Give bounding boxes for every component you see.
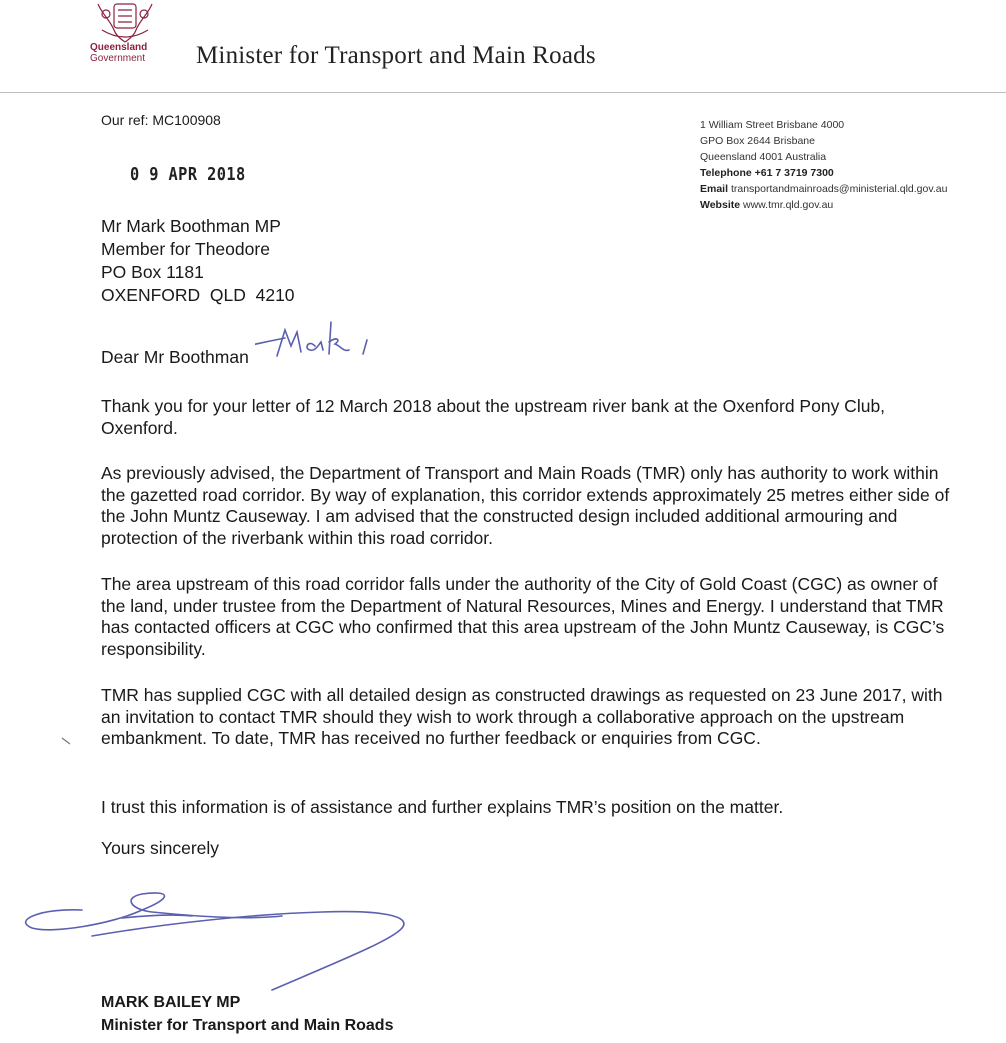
- queensland-crest-logo: [88, 0, 162, 44]
- telephone-value: +61 7 3719 7300: [754, 167, 834, 179]
- body-paragraph-3: The area upstream of this road corridor falls under the authority of the City of Gold Coast (CGC) as owner of the land, under trustee from the Department of Natural Resources, Mines and Energy. I understand that TMR has contacted officers at CGC who confirmed that this area upstream of the John Muntz Causeway, is CGC’s responsibility.: [101, 574, 945, 659]
- email-label: Email: [700, 183, 729, 195]
- contact-block: [700, 117, 947, 213]
- signature: [22, 880, 422, 995]
- email-line: [700, 181, 947, 197]
- letterhead-title: Minister for Transport and Main Roads: [196, 42, 596, 69]
- signer-name: MARK BAILEY MP: [101, 994, 241, 1011]
- our-reference: Our ref: MC100908: [101, 112, 221, 128]
- recipient-line4: OXENFORD QLD 4210: [101, 285, 295, 305]
- handwritten-name: [255, 312, 395, 372]
- website-value: www.tmr.qld.gov.au: [743, 199, 834, 211]
- body-paragraph-4: TMR has supplied CGC with all detailed design as constructed drawings as requested on 23 June 2017, with an invitation to contact TMR should they wish to work through a collaborative approach on the upstream embankment. To date, TMR has received no further feedback or enquiries from CGC.: [101, 685, 943, 748]
- gov-line1: Queensland: [90, 42, 148, 53]
- address-line3: Queensland 4001 Australia: [700, 151, 827, 163]
- header-divider: [0, 92, 1006, 93]
- address-line2: GPO Box 2644 Brisbane: [700, 135, 815, 147]
- recipient-line1: Mr Mark Boothman MP: [101, 216, 281, 236]
- signer-title: Minister for Transport and Main Roads: [101, 1017, 394, 1034]
- gov-line2: Government: [90, 53, 146, 64]
- salutation: Dear Mr Boothman: [101, 347, 249, 367]
- body-paragraph-1: Thank you for your letter of 12 March 2018 about the upstream river bank at the Oxenford Pony Club, Oxenford.: [101, 396, 886, 438]
- body-paragraph-5: I trust this information is of assistance and further explains TMR’s position on the matter.: [101, 797, 784, 817]
- recipient-line3: PO Box 1181: [101, 262, 204, 282]
- telephone-line: [700, 165, 947, 181]
- closing: Yours sincerely: [101, 838, 220, 858]
- address-line1: 1 William Street Brisbane 4000: [700, 119, 845, 131]
- date-stamp: 0 9 APR 2018: [130, 164, 246, 185]
- email-value: transportandmainroads@ministerial.qld.gov.au: [730, 183, 948, 195]
- telephone-label: Telephone: [700, 167, 752, 179]
- body-paragraph-2: As previously advised, the Department of Transport and Main Roads (TMR) only has authority to work within the gazetted road corridor. By way of explanation, this corridor extends approximately 25 metres either side of the John Muntz Causeway. I am advised that the constructed design included additional armouring and protection of the riverbank within this road corridor.: [101, 463, 950, 548]
- queensland-government-wordmark: [90, 42, 170, 64]
- website-line: [700, 197, 947, 213]
- recipient-line2: Member for Theodore: [101, 239, 270, 259]
- margin-mark: [60, 736, 80, 748]
- website-label: Website: [700, 199, 741, 211]
- recipient-address: [101, 215, 295, 307]
